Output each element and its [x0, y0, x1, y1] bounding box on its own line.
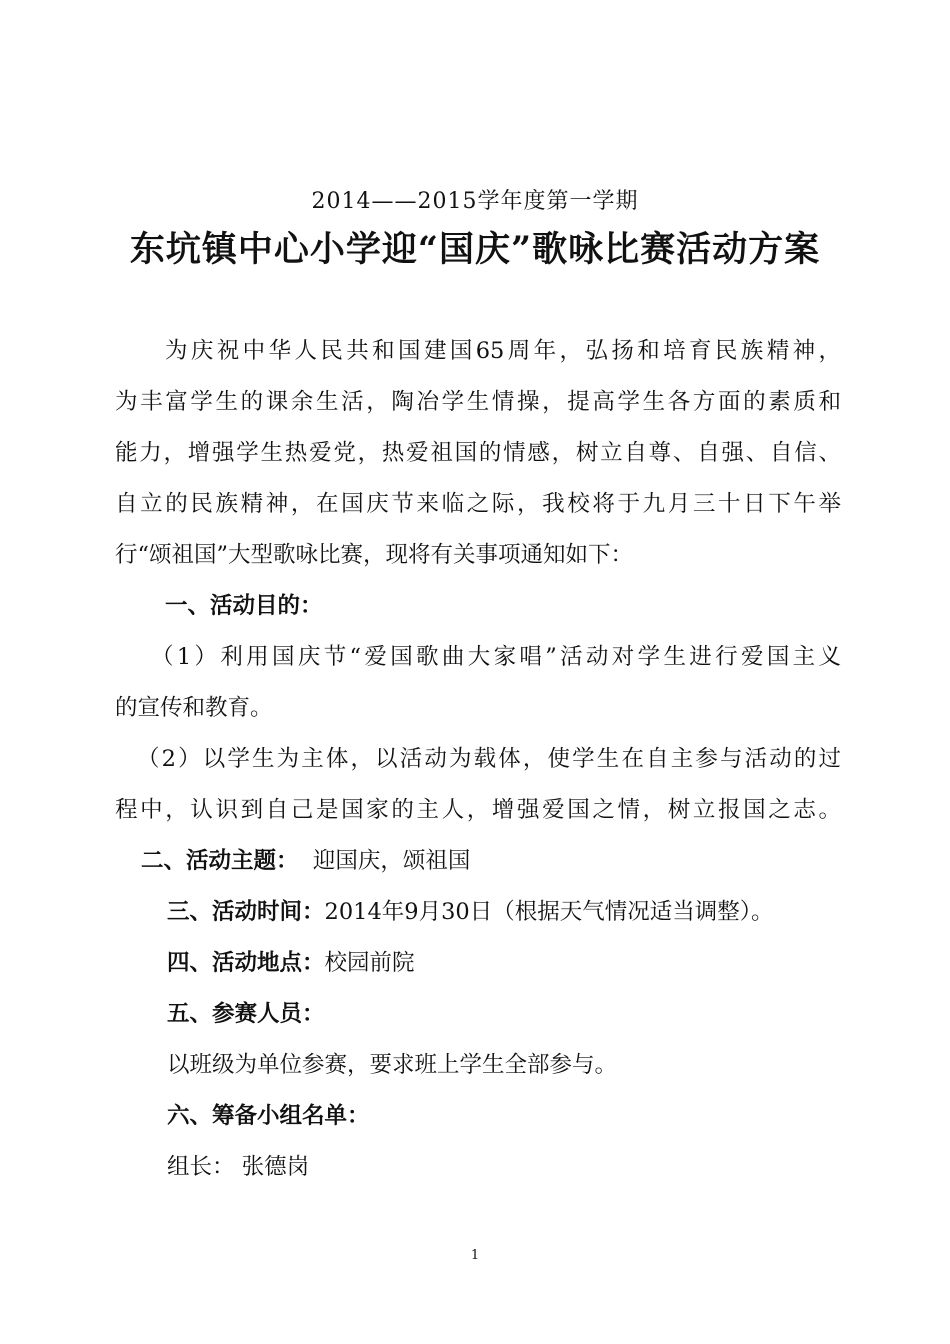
page-number: 1: [470, 1248, 480, 1263]
intro-line-4: 自立的民族精神，在国庆节来临之际，我校将于九月三十日下午举: [115, 491, 841, 517]
section1-item2-line2: 程中，认识到自己是国家的主人，增强爱国之情，树立报国之志。: [115, 797, 841, 823]
section4-heading: 四、活动地点：: [167, 950, 325, 976]
section1-item1-line2: 的宣传和教育。: [115, 695, 273, 721]
document-title: 东坑镇中心小学迎“国庆”歌咏比赛活动方案: [129, 229, 821, 270]
section4-value: 校园前院: [324, 950, 415, 976]
section2-value: 迎国庆，颂祖国: [312, 848, 471, 874]
section5-heading: 五、参赛人员：: [167, 1001, 325, 1027]
section3-heading: 三、活动时间：: [167, 899, 325, 925]
section1-heading: 一、活动目的：: [165, 593, 323, 619]
section3-line: [115, 887, 841, 938]
section3-value: 2014年9月30日（根据天气情况适当调整）。: [324, 899, 774, 925]
section2-line: [115, 836, 841, 887]
section5-content: 以班级为单位参赛，要求班上学生全部参与。: [167, 1052, 618, 1078]
section4-line: [115, 938, 841, 989]
intro-line-3: 能力，增强学生热爱党，热爱祖国的情感，树立自尊、自强、自信、: [115, 440, 841, 466]
leader-name: 张德岗: [241, 1154, 310, 1180]
intro-line-2: 为丰富学生的课余生活，陶冶学生情操，提高学生各方面的素质和: [115, 389, 841, 415]
leader-label: 组长：: [167, 1154, 235, 1180]
section6-leader-line: [115, 1142, 841, 1193]
document-subtitle: 2014——2015学年度第一学期: [311, 189, 639, 214]
document-body: [115, 326, 841, 1193]
section6-heading: 六、筹备小组名单：: [167, 1103, 370, 1129]
section1-item1-line1: （1）利用国庆节“爱国歌曲大家唱”活动对学生进行爱国主义: [151, 644, 841, 670]
intro-line-5: 行“颂祖国”大型歌咏比赛，现将有关事项通知如下：: [115, 542, 634, 568]
section2-heading: 二、活动主题：: [141, 848, 299, 874]
section1-item2-line1: （2）以学生为主体，以活动为载体，使学生在自主参与活动的过: [137, 746, 841, 772]
intro-line-1: 为庆祝中华人民共和国建国65周年，弘扬和培育民族精神，: [165, 338, 841, 364]
